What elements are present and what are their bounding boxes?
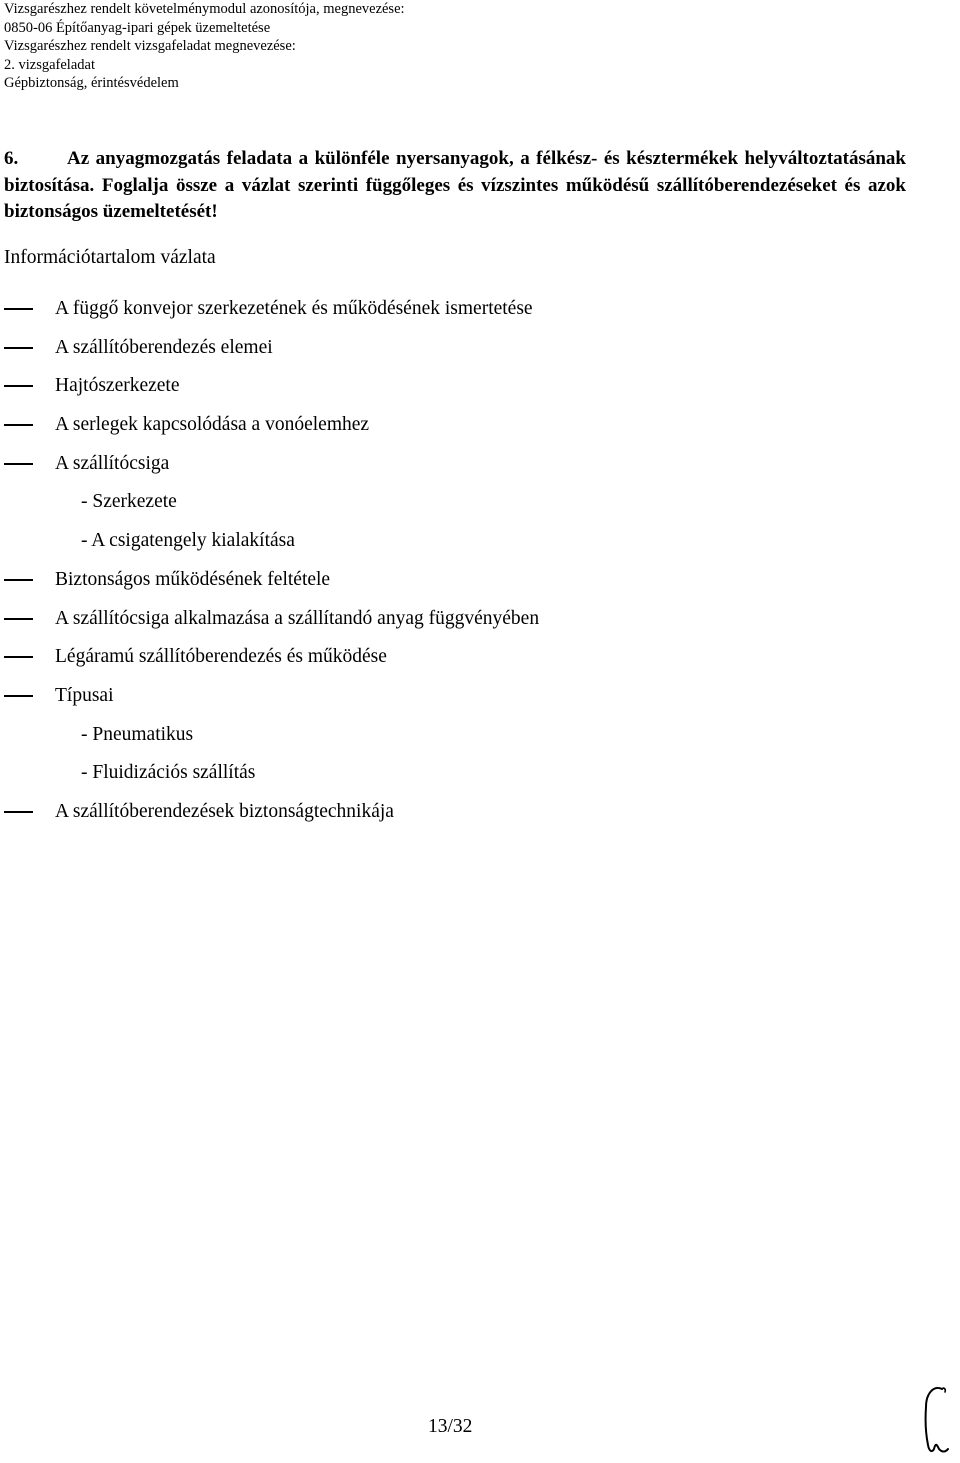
page-number: 13/32	[428, 1416, 473, 1437]
outline-subitem-text: - Pneumatikus	[81, 723, 194, 745]
dash-bullet-icon	[4, 695, 33, 697]
outline-item-text: A serlegek kapcsolódása a vonóelemhez	[55, 414, 370, 436]
outline-item	[0, 644, 960, 683]
outline-subitem	[0, 760, 960, 799]
outline-subitem-text: - Szerkezete	[81, 491, 177, 513]
header-task-label: Vizsgarészhez rendelt vizsgafeladat megnevezése:	[4, 38, 296, 54]
outline-item	[0, 683, 960, 722]
outline-item	[0, 567, 960, 606]
dash-bullet-icon	[4, 656, 33, 658]
task-text: Az anyagmozgatás feladata a különféle nyersanyagok, a félkész- és késztermékek helyváltoztatásának biztosítása. Foglalja össze a vázlat szerinti függőleges és vízszintes működésű szállítóberendezéseket és azok biztonságos üzemeltetését!	[4, 148, 906, 222]
outline-item	[0, 606, 960, 645]
outline-item-text: A szállítóberendezés elemei	[55, 336, 273, 358]
outline-title: Információtartalom vázlata	[4, 247, 216, 268]
outline-subitem	[0, 489, 960, 528]
outline-item-text: A szállítóberendezések biztonságtechnikája	[55, 800, 394, 822]
outline-item	[0, 296, 960, 335]
outline-item-text: Hajtószerkezete	[55, 375, 180, 397]
dash-bullet-icon	[4, 811, 33, 813]
header-task-name: Gépbiztonság, érintésvédelem	[4, 75, 179, 91]
dash-bullet-icon	[4, 308, 33, 310]
outline-subitem-text: - Fluidizációs szállítás	[81, 762, 256, 784]
dash-bullet-icon	[4, 463, 33, 465]
task-statement	[4, 146, 906, 226]
dash-bullet-icon	[4, 347, 33, 349]
header-module-name: 0850-06 Építőanyag-ipari gépek üzemeltetése	[4, 19, 271, 36]
dash-bullet-icon	[4, 579, 33, 581]
outline-item	[0, 799, 960, 838]
outline-item-text: Légáramú szállítóberendezés és működése	[55, 646, 387, 668]
outline-item	[0, 335, 960, 374]
dash-bullet-icon	[4, 385, 33, 387]
outline-subitem	[0, 528, 960, 567]
dash-bullet-icon	[4, 424, 33, 426]
outline-item-text: A szállítócsiga	[55, 452, 170, 474]
outline-item-text: A függő konvejor szerkezetének és működésének ismertetése	[55, 298, 533, 319]
outline-subitem-text: - A csigatengely kialakítása	[81, 530, 295, 552]
outline-item	[0, 451, 960, 490]
outline-item-text: A szállítócsiga alkalmazása a szállítandó anyag függvényében	[55, 607, 540, 629]
document-header	[4, 0, 405, 93]
outline-item-text: Biztonságos működésének feltétele	[55, 568, 331, 590]
header-task-number: 2. vizsgafeladat	[4, 56, 95, 73]
dash-bullet-icon	[4, 618, 33, 620]
header-module-label: Vizsgarészhez rendelt követelménymodul azonosítója, megnevezése:	[4, 1, 405, 17]
outline-item	[0, 412, 960, 451]
outline-item-text: Típusai	[55, 684, 114, 706]
outline-list	[0, 296, 960, 838]
outline-item	[0, 373, 960, 412]
task-number: 6.	[4, 148, 19, 169]
outline-subitem	[0, 722, 960, 761]
signature-icon	[918, 1383, 956, 1459]
